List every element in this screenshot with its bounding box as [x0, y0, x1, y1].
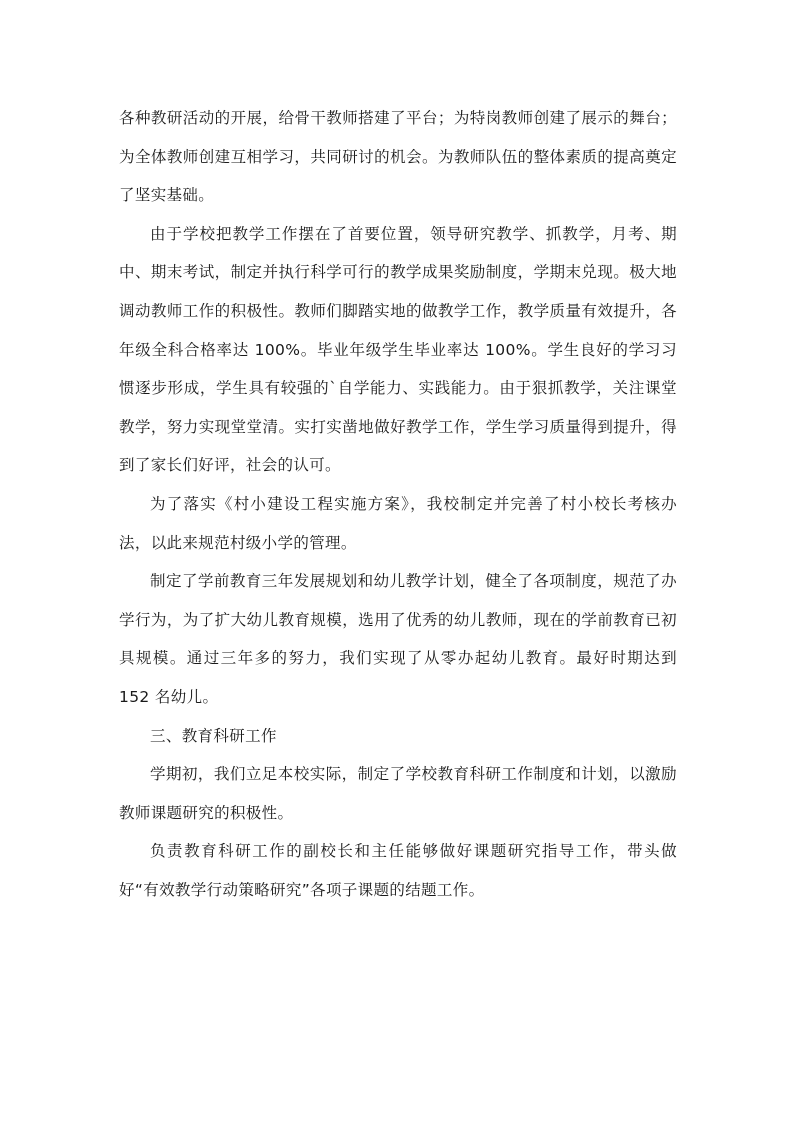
- paragraph-research-plan: 学期初，我们立足本校实际，制定了学校教育科研工作制度和计划，以激励教师课题研究的积极性。: [119, 765, 677, 822]
- paragraph-village-school-plan: 为了落实《村小建设工程实施方案》，我校制定并完善了村小校长考核办法，以此来规范村级小学的管理。: [119, 494, 677, 552]
- paragraph-continued-teaching-activities: 各种教研活动的开展，给骨干教师搭建了平台；为特岗教师创建了展示的舞台；为全体教师创建互相学习，共同研讨的机会。为教师队伍的整体素质的提高奠定了坚实基础。: [119, 109, 677, 205]
- document-body: [119, 99, 677, 909]
- paragraph-preschool-education: 制定了学前教育三年发展规划和幼儿教学计划，健全了各项制度，规范了办学行为，为了扩大幼儿教育规模，选用了优秀的幼儿教师，现在的学前教育已初具规模。通过三年多的努力，我们实现了从零办起幼儿教育。最好时期达到 152 名幼儿。: [119, 572, 677, 706]
- paragraph-research-guidance: 负责教育科研工作的副校长和主任能够做好课题研究指导工作，带头做好“有效教学行动策略研究”各项子课题的结题工作。: [119, 842, 677, 899]
- paragraph-teaching-priority: 由于学校把教学工作摆在了首要位置，领导研究教学、抓教学，月考、期中、期末考试，制定并执行科学可行的教学成果奖励制度，学期末兑现。极大地调动教师工作的积极性。教师们脚踏实地的做教学工作，教学质量有效提升，各年级全科合格率达 100%。毕业年级学生毕业率达 100%。学生良好的学习习惯逐步形成，学生具有较强的`自学能力、实践能力。由于狠抓教学，关注课堂教学，努力实现堂堂清。实打实凿地做好教学工作，学生学习质量得到提升，得到了家长们好评，社会的认可。: [119, 224, 677, 475]
- section-heading-research-work: 三、教育科研工作: [150, 726, 277, 745]
